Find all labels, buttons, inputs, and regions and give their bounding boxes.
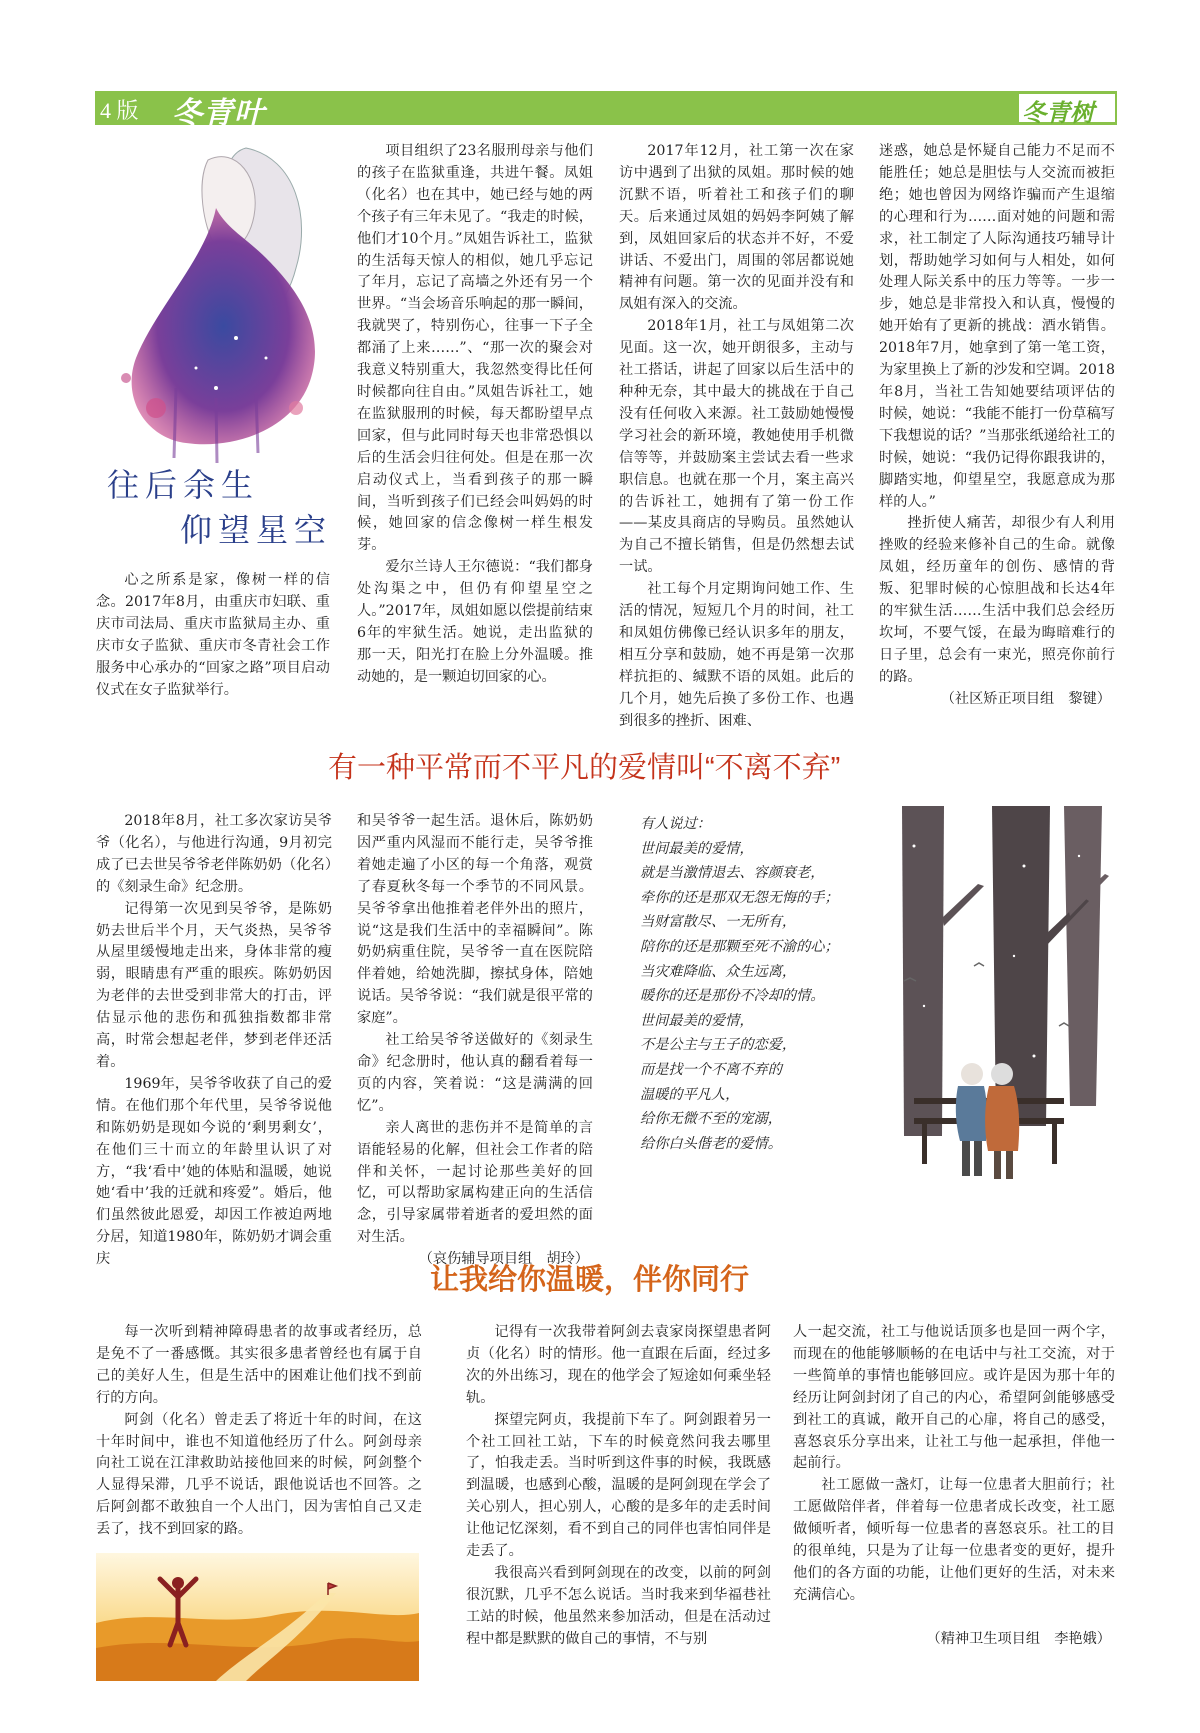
paragraph: 记得第一次见到吴爷爷，是陈奶奶去世后半个月，天气炎热，吴爷爷从屋里缓慢地走出来，身体非常的瘦弱，眼睛患有严重的眼疾。陈奶奶因为老伴的去世受到非常大的打击，评估显示他的悲伤和孤独指数都非常高，时常会想起老伴，梦到老伴还活着。 [96, 900, 332, 1070]
article2-poem [640, 812, 839, 1156]
paragraph: 每一次听到精神障碍患者的故事或者经历，总是免不了一番感慨。其实很多患者曾经也有属于自己的美好人生，但是生活中的困难让他们找不到前行的方向。 [96, 1324, 422, 1406]
article3-headline-part1: 让我给你温暖， [430, 1264, 634, 1296]
brand-logo: 冬青树 [1022, 100, 1094, 127]
paragraph: 社工愿做一盏灯，让每一位患者大胆前行；社工愿做陪伴者，伴着每一位患者成长改变，社工愿做倾听者，倾听每一位患者的喜怒哀乐。社工的目的很单纯，只是为了让每一位患者变的更好，提升他们的各方面的功能，让他们更好的生活，对未来充满信心。 [793, 1477, 1115, 1603]
poem-line: 当财富散尽、一无所有， [640, 914, 797, 931]
poem-line: 不是公主与王子的恋爱， [640, 1037, 797, 1054]
paragraph: 和吴爷爷一起生活。退休后，陈奶奶因严重内风湿而不能行走，吴爷爷推着她走遍了小区的每一个角落，观赏了春夏秋冬每一个季节的不同风景。吴爷爷拿出他推着老伴外出的照片，说“这是我们生活中的幸福瞬间”。陈奶奶病重住院，吴爷爷一直在医院陪伴着她，给她洗脚，擦拭身体，陪她说话。吴爷爷说：“我们就是很平常的家庭”。 [357, 813, 593, 1027]
poem-line: 温暖的平凡人， [640, 1086, 740, 1103]
article3-headline [430, 1257, 749, 1298]
page-number: 4 版 [100, 98, 139, 123]
masthead-title: 冬青叶 [172, 97, 265, 130]
article1-column-4 [879, 141, 1115, 711]
paragraph: 记得有一次我带着阿剑去袁家岗探望患者阿贞（化名）时的情形。他一直跟在后面，经过多次的外出练习，现在的他学会了短途如何乘坐轻轨。 [466, 1324, 771, 1406]
paragraph: 2018年8月，社工多次家访吴爷爷（化名），与他进行沟通，9月初完成了已去世吴爷爷老伴陈奶奶（化名）的《刻录生命》纪念册。 [96, 813, 332, 895]
paragraph: 迷惑，她总是怀疑自己能力不足而不能胜任；她总是胆怯与人交流而被拒绝；她也曾因为网络诈骗而产生退缩的心理和行为……面对她的问题和需求，社工制定了人际沟通技巧辅导计划，帮助她学习如何与人相处，如何处理人际关系中的压力等等。一步一步，她总是非常投入和认真，慢慢的她开始有了更新的挑战：酒水销售。2018年7月，她拿到了第一笔工资，为家里换上了新的沙发和空调。2018年8月，当社工告知她要结项评估的时候，她说：“我能不能打一份草稿写下我想说的话？”当那张纸递给社工的时候，她说：“我仍记得你跟我讲的，脚踏实地，仰望星空，我愿意成为那样的人。” [879, 143, 1115, 510]
poem-line: 有人说过： [640, 816, 711, 832]
article1-column-3 [619, 141, 854, 732]
article2-column-1 [96, 811, 332, 1271]
paragraph: 2017年12月，社工第一次在家访中遇到了出狱的凤姐。那时候的她沉默不语，听着社工和孩子们的聊天。后来通过凤姐的妈妈李阿姨了解到，凤姐回家后的状态并不好，不爱讲话、不爱出门，周围的邻居都说她精神有问题。第一次的见面并没有和凤姐有深入的交流。 [619, 143, 854, 313]
paragraph: 探望完阿贞，我提前下车了。阿剑跟着另一个社工回社工站，下车的时候竟然问我去哪里了，怕我走丢。当时听到这件事的时候，我既感到温暖，也感到心酸，温暖的是阿剑现在学会了关心别人，担心别人，心酸的是多年的走丢时间让他记忆深刻，看不到自己的同伴也害怕同伴是走丢了。 [466, 1411, 771, 1560]
poem-line: 给你无微不至的宠溺， [640, 1111, 782, 1128]
poem-line: 而是找一个不离不弃的 [640, 1061, 782, 1078]
paragraph: 社工每个月定期询问她工作、生活的情况，短短几个月的时间，社工和凤姐仿佛像已经认识多年的朋友，相互分享和鼓励，她不再是第一次那样抗拒的、缄默不语的凤姐。此后的几个月，她先后换了多份工作、也遇到很多的挫折、困难、 [619, 581, 854, 729]
paragraph: 挫折使人痛苦，却很少有人利用挫败的经验来修补自己的生命。就像凤姐，经历童年的创伤、感情的背叛、犯罪时候的心惊胆战和长达4年的牢狱生活……生活中我们总会经历坎坷，不要气馁，在最为晦暗难行的日子里，总会有一束光，照亮你前行的路。 [879, 515, 1115, 685]
poem-line: 就是当激情退去、容颜衰老， [640, 865, 825, 882]
article3-signature: （精神卫生项目组 李艳娥） [926, 1630, 1111, 1647]
sunrise-person-illustration [96, 1553, 419, 1681]
article1-title-line2: 仰望星空 [180, 511, 333, 549]
article3-column-1 [96, 1322, 422, 1541]
poem-line: 暖你的还是那份不冷却的情。 [640, 988, 825, 1005]
article1-title-line1: 往后余生 [107, 466, 260, 504]
paragraph: 1969年，吴爷爷收获了自己的爱情。在他们那个年代里，吴爷爷说他和陈奶奶是现如今说的‘剩男剩女’，在他们三十而立的年龄里认识了对方，“我‘看中’她的体贴和温暖，她说她‘看中’我的迁就和疼爱”。婚后，他们虽然彼此恩爱，却因工作被迫两地分居，知道1980年，陈奶奶才调会重庆 [96, 1075, 332, 1268]
article3-headline-part2: 伴你同行 [633, 1264, 750, 1296]
article2-column-2 [357, 811, 593, 1271]
paragraph: 项目组织了23名服刑母亲与他们的孩子在监狱重逢，共进午餐。凤姐（化名）也在其中，她已经与她的两个孩子有三年未见了。“我走的时候，他们才10个月。”凤姐告诉社工，监狱的生活每天惊人的相似，她几乎忘记了年月，忘记了高墙之外还有另一个世界。“当会场音乐响起的那一瞬间，我就哭了，特别伤心，往事一下子全都涌了上来……”、“那一次的聚会对我意义特别重大，我忽然变得比任何时候都向往自由。”凤姐告诉社工，她在监狱服刑的时候，每天都盼望早点回家，但与此同时每天也非常恐惧以后的生活会归往何处。但是在那一次启动仪式上，当看到孩子的那一瞬间，当听到孩子们已经会叫妈妈的时候，她回家的信念像树一样生根发芽。 [357, 143, 593, 554]
article3-column-3 [793, 1322, 1115, 1651]
paragraph: 爱尔兰诗人王尔德说：“我们都身处沟渠之中，但仍有仰望星空之人。”2017年，凤姐如愿以偿提前结束6年的牢狱生活。她说，走出监狱的那一天，阳光打在脸上分外温暖。推动她的，是一颗迫切回家的心。 [357, 559, 593, 685]
paragraph: 心之所系是家，像树一样的信念。2017年8月，由重庆市妇联、重庆市司法局、重庆市监狱局主办、重庆市女子监狱、重庆市冬青社会工作服务中心承办的“回家之路”项目启动仪式在女子监狱举行。 [96, 572, 330, 698]
article1-signature: （社区矫正项目组 黎键） [940, 690, 1111, 707]
poem-line: 陪你的还是那颗至死不渝的心； [640, 938, 839, 955]
poem-line: 牵你的还是那双无怨无悔的手； [640, 889, 839, 906]
paragraph: 阿剑（化名）曾走丢了将近十年的时间，在这十年时间中，谁也不知道他经历了什么。阿剑母亲向社工说在江津救助站接他回来的时候，阿剑整个人显得呆滞，几乎不说话，跟他说话也不回答。之后阿剑都不敢独自一个人出门，因为害怕自己又走丢了，找不到回家的路。 [96, 1411, 422, 1538]
poem-line: 世间最美的爱情， [640, 840, 754, 857]
poem-line: 世间最美的爱情， [640, 1012, 754, 1029]
article2-headline: 有一种平常而不平凡的爱情叫“不离不弃” [328, 752, 841, 784]
poem-line: 当灾难降临、众生远离， [640, 963, 797, 980]
paragraph: 2018年1月，社工与凤姐第二次见面。这一次，她开朗很多，主动与社工搭话，讲起了回家以后生活中的种种无奈，其中最大的挑战在于自己没有任何收入来源。社工鼓励她慢慢学习社会的新环境，教她使用手机微信等等，并鼓励案主尝试去看一些求职信息。也就在那一个月，案主高兴的告诉社工，她拥有了第一份工作——某皮具商店的导购员。虽然她认为自己不擅长销售，但是仍然想去试一试。 [619, 318, 854, 576]
article1-column-1 [96, 570, 330, 701]
paragraph: 人一起交流，社工与他说话顶多也是回一两个字，而现在的他能够顺畅的在电话中与社工交流，对于一些简单的事情也能够回应。或许是因为那十年的经历让阿剑封闭了自己的内心，希望阿剑能够感受到社工的真诚，敞开自己的心扉，将自己的感受，喜怒哀乐分享出来，让社工与他一起承担，伴他一起前行。 [793, 1324, 1115, 1472]
paragraph: 我很高兴看到阿剑现在的改变，以前的阿剑很沉默，几乎不怎么说话。当时我来到华福巷社工站的时候，他虽然来参加活动，但是在活动过程中都是默默的做自己的事情，不与别 [466, 1564, 771, 1647]
article1-column-2 [357, 141, 593, 689]
article2-signature: （哀伤辅导项目组 胡玲） [418, 1251, 589, 1268]
woman-watercolor-illustration [96, 138, 341, 468]
trees-elderly-couple-illustration [874, 806, 1118, 1186]
poem-line: 给你白头偕老的爱情。 [640, 1135, 782, 1152]
paragraph: 亲人离世的悲伤并不是简单的言语能轻易的化解，但社会工作者的陪伴和关怀，一起讨论那些美好的回忆，可以帮助家属构建正向的生活信念，引导家属带着逝者的爱坦然的面对生活。 [357, 1119, 593, 1246]
paragraph: 社工给吴爷爷送做好的《刻录生命》纪念册时，他认真的翻看着每一页的内容，笑着说：“这是满满的回忆”。 [357, 1032, 593, 1114]
article3-column-2 [466, 1322, 771, 1651]
